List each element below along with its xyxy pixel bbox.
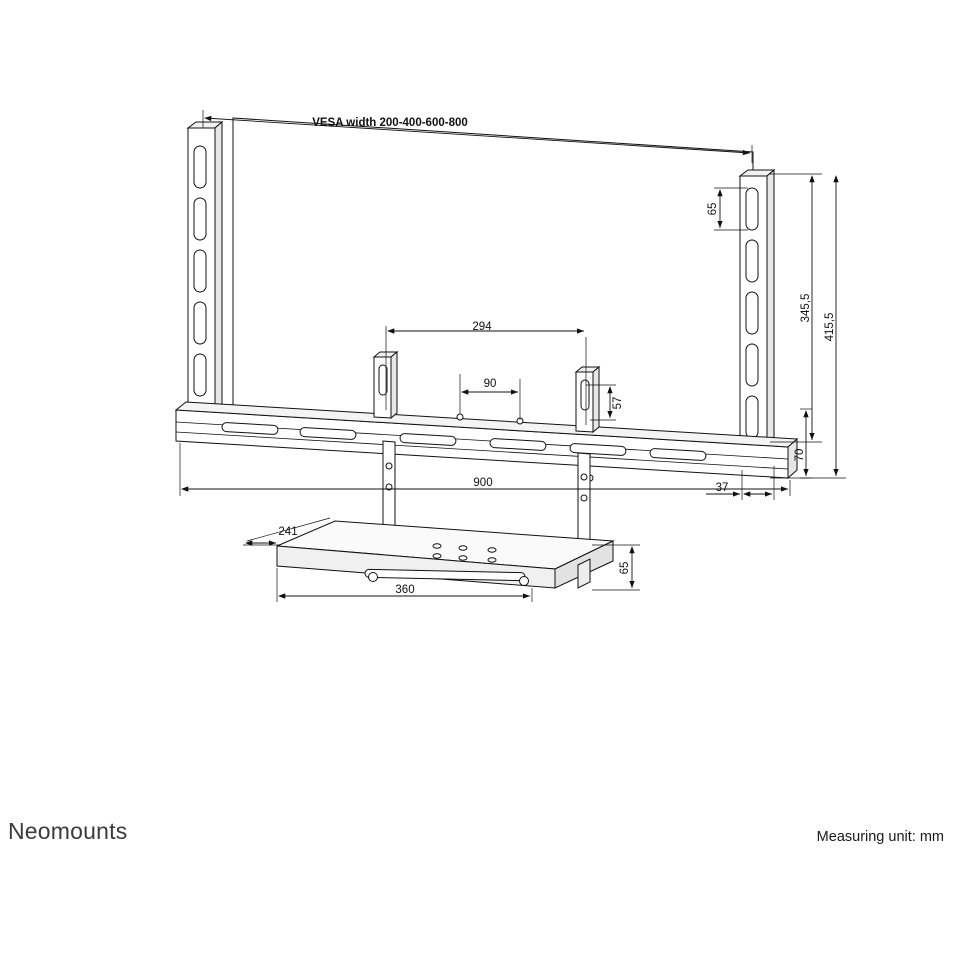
label-294: 294 bbox=[472, 321, 492, 333]
inner-bracket-right bbox=[576, 367, 599, 432]
shelf bbox=[277, 521, 613, 588]
label-65-top: 65 bbox=[707, 202, 719, 216]
right-strap bbox=[740, 170, 774, 466]
horizontal-rail bbox=[176, 402, 797, 481]
label-70: 70 bbox=[794, 448, 806, 462]
brand-logo: Neomounts bbox=[8, 818, 128, 844]
inner-bracket-left bbox=[374, 352, 397, 418]
label-241: 241 bbox=[278, 526, 298, 538]
measuring-unit-note: Measuring unit: mm bbox=[816, 829, 944, 845]
label-vesa-width: VESA width 200-400-600-800 bbox=[312, 117, 468, 129]
label-345-5: 345,5 bbox=[800, 293, 812, 323]
label-57: 57 bbox=[612, 396, 624, 410]
left-strap bbox=[188, 122, 222, 437]
label-900: 900 bbox=[473, 477, 493, 489]
label-37: 37 bbox=[715, 482, 729, 494]
label-90: 90 bbox=[483, 378, 497, 390]
label-360: 360 bbox=[395, 584, 415, 596]
label-415-5: 415,5 bbox=[824, 312, 836, 342]
label-65-shelf: 65 bbox=[619, 561, 631, 575]
